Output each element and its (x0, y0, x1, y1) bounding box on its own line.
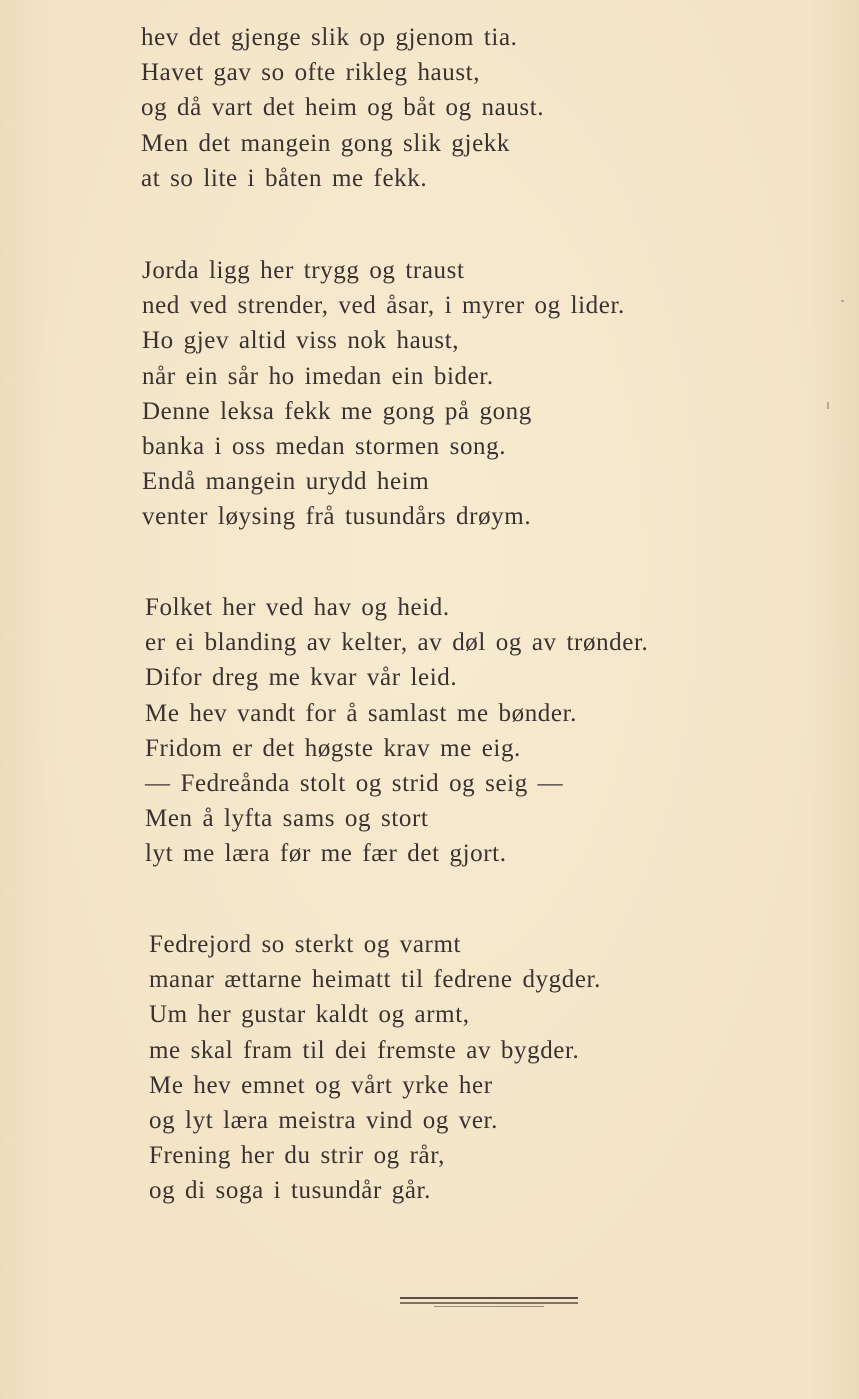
poem-line: er ei blanding av kelter, av døl og av trønder. (145, 629, 649, 657)
poem-line: Fridom er det høgste krav me eig. (145, 734, 521, 762)
paper-speck (827, 402, 829, 409)
poem-line: og di soga i tusundår går. (149, 1177, 431, 1205)
poem-line: Men det mangein gong slik gjekk (141, 129, 510, 157)
stanza-3 (145, 590, 648, 872)
ornament-line (400, 1297, 578, 1299)
stanza-4 (149, 927, 601, 1209)
poem-line: og då vart det heim og båt og naust. (141, 94, 545, 122)
ornament-line (434, 1306, 544, 1307)
poem-line: Um her gustar kaldt og armt, (149, 1001, 470, 1029)
poem-line: Me hev vandt for å samlast me bønder. (145, 699, 577, 727)
poem-line: at so lite i båten me fekk. (141, 164, 428, 192)
poem-line: når ein sår ho imedan ein bider. (142, 362, 494, 390)
poem-line: Fedrejord so sterkt og varmt (149, 931, 462, 958)
poem-line: Ho gjev altid viss nok haust, (142, 327, 460, 355)
poem-line: Me hev emnet og vårt yrke her (149, 1071, 493, 1099)
poem-line: banka i oss medan stormen song. (142, 433, 507, 461)
poem-line: Men å lyfta sams og stort (145, 805, 429, 833)
poem-line: Endå mangein urydd heim (142, 468, 430, 496)
poem-line: Jorda ligg her trygg og traust (142, 257, 465, 284)
paper-speck (841, 300, 844, 302)
poem-line: lyt me læra før me fær det gjort. (145, 840, 507, 868)
poem-line: venter løysing frå tusundårs drøym. (142, 503, 532, 531)
poem-line: Difor dreg me kvar vår leid. (145, 664, 458, 692)
poem-line: Frening her du strir og rår, (149, 1142, 446, 1170)
poem-line: og lyt læra meistra vind og ver. (149, 1107, 498, 1135)
poem-line: manar ættarne heimatt til fedrene dygder. (149, 966, 601, 994)
poem-line: Folket her ved hav og heid. (145, 594, 450, 621)
poem-line: me skal fram til dei fremste av bygder. (149, 1036, 580, 1064)
poem-line: — Fedreånda stolt og strid og seig — (145, 770, 564, 798)
stanza-1 (141, 20, 544, 196)
poem-line: hev det gjenge slik op gjenom tia. (141, 24, 518, 51)
stanza-2 (142, 253, 625, 535)
poem-line: Denne leksa fekk me gong på gong (142, 397, 532, 425)
ornament-line (400, 1302, 578, 1304)
end-ornament-rule (400, 1295, 578, 1309)
poem-line: Havet gav so ofte rikleg haust, (141, 59, 481, 87)
poem-line: ned ved strender, ved åsar, i myrer og lider. (142, 292, 625, 320)
